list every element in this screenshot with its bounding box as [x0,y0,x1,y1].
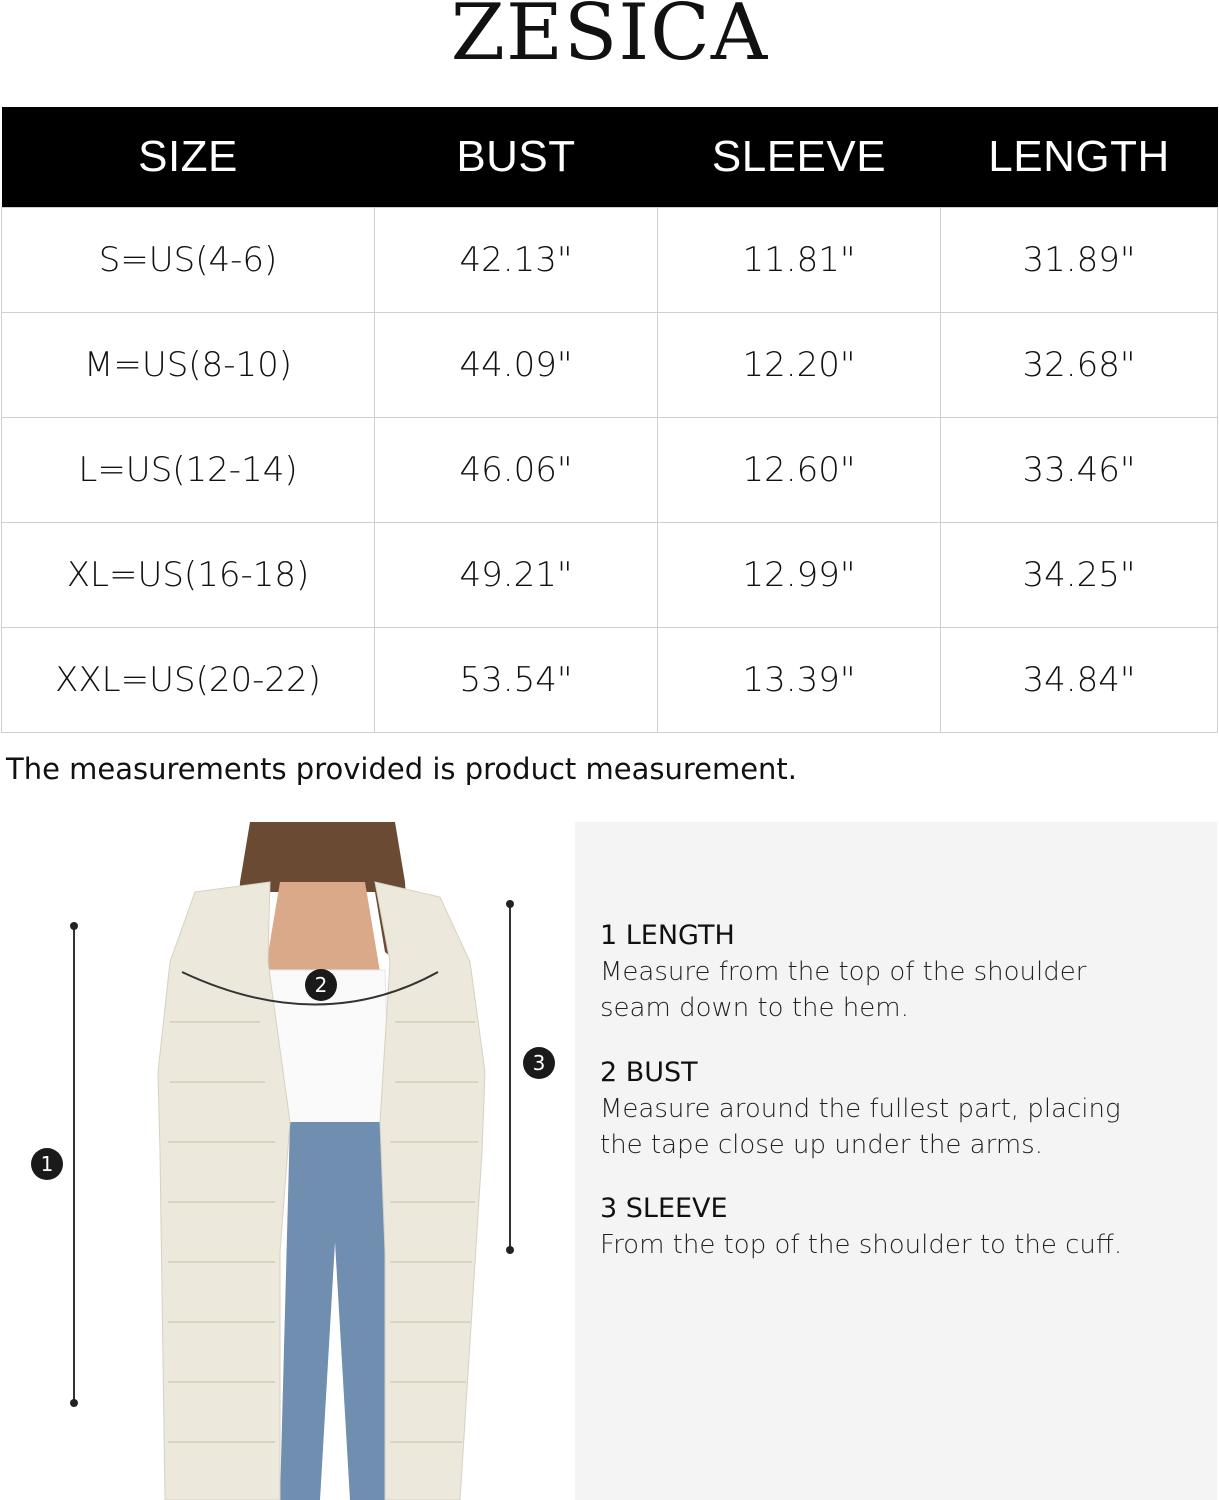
measurement-guide-panel [575,822,1217,1500]
guide-bust [600,1055,1200,1163]
table-row [2,313,1218,418]
table-row [2,628,1218,733]
size-chart-table [1,107,1218,733]
table-row [2,208,1218,313]
guide-length [600,918,1200,1026]
guide-bust-title: 2 BUST [600,1057,698,1088]
sleeve-line-bottom-dot [506,1246,514,1254]
table-row [2,523,1218,628]
length-cell: 34.25" [941,523,1218,628]
size-cell: XL=US(16-18) [2,523,375,628]
size-cell: L=US(12-14) [2,418,375,523]
length-cell: 31.89" [941,208,1218,313]
bust-cell: 42.13" [375,208,658,313]
guide-length-title: 1 LENGTH [600,920,735,951]
size-cell: XXL=US(20-22) [2,628,375,733]
length-line-bottom-dot [70,1399,78,1407]
sleeve-cell: 12.99" [658,523,941,628]
header-size: SIZE [2,107,375,208]
guide-sleeve-desc-line: From the top of the shoulder to the cuff. [600,1230,1123,1260]
model-photo [140,822,500,1500]
size-cell: M=US(8-10) [2,313,375,418]
length-cell: 33.46" [941,418,1218,523]
length-measure-line [73,926,75,1404]
model-photo-area [0,822,575,1500]
bust-cell: 49.21" [375,523,658,628]
brand-logo: ZESICA [450,0,769,78]
sleeve-line-top-dot [506,900,514,908]
guide-sleeve-title: 3 SLEEVE [600,1193,728,1224]
bust-badge: 2 [305,969,337,1001]
sleeve-measure-line [509,904,511,1252]
sleeve-cell: 13.39" [658,628,941,733]
table-header-row [2,107,1218,208]
bust-cell: 46.06" [375,418,658,523]
guide-length-desc-line: Measure from the top of the shoulder [600,957,1087,987]
guide-length-desc-line: seam down to the hem. [600,993,909,1023]
guide-bust-desc-line: the tape close up under the arms. [600,1130,1043,1160]
sleeve-cell: 12.60" [658,418,941,523]
length-cell: 34.84" [941,628,1218,733]
length-line-top-dot [70,922,78,930]
header-bust: BUST [375,107,658,208]
guide-sleeve [600,1191,1200,1263]
table-row [2,418,1218,523]
sleeve-cell: 12.20" [658,313,941,418]
header-sleeve: SLEEVE [658,107,941,208]
length-badge: 1 [31,1148,63,1180]
measurement-note: The measurements provided is product measurement. [6,752,798,786]
length-cell: 32.68" [941,313,1218,418]
bust-cell: 44.09" [375,313,658,418]
size-cell: S=US(4-6) [2,208,375,313]
sleeve-cell: 11.81" [658,208,941,313]
header-length: LENGTH [941,107,1218,208]
guide-bust-desc-line: Measure around the fullest part, placing [600,1094,1121,1124]
sleeve-badge: 3 [523,1047,555,1079]
bust-cell: 53.54" [375,628,658,733]
